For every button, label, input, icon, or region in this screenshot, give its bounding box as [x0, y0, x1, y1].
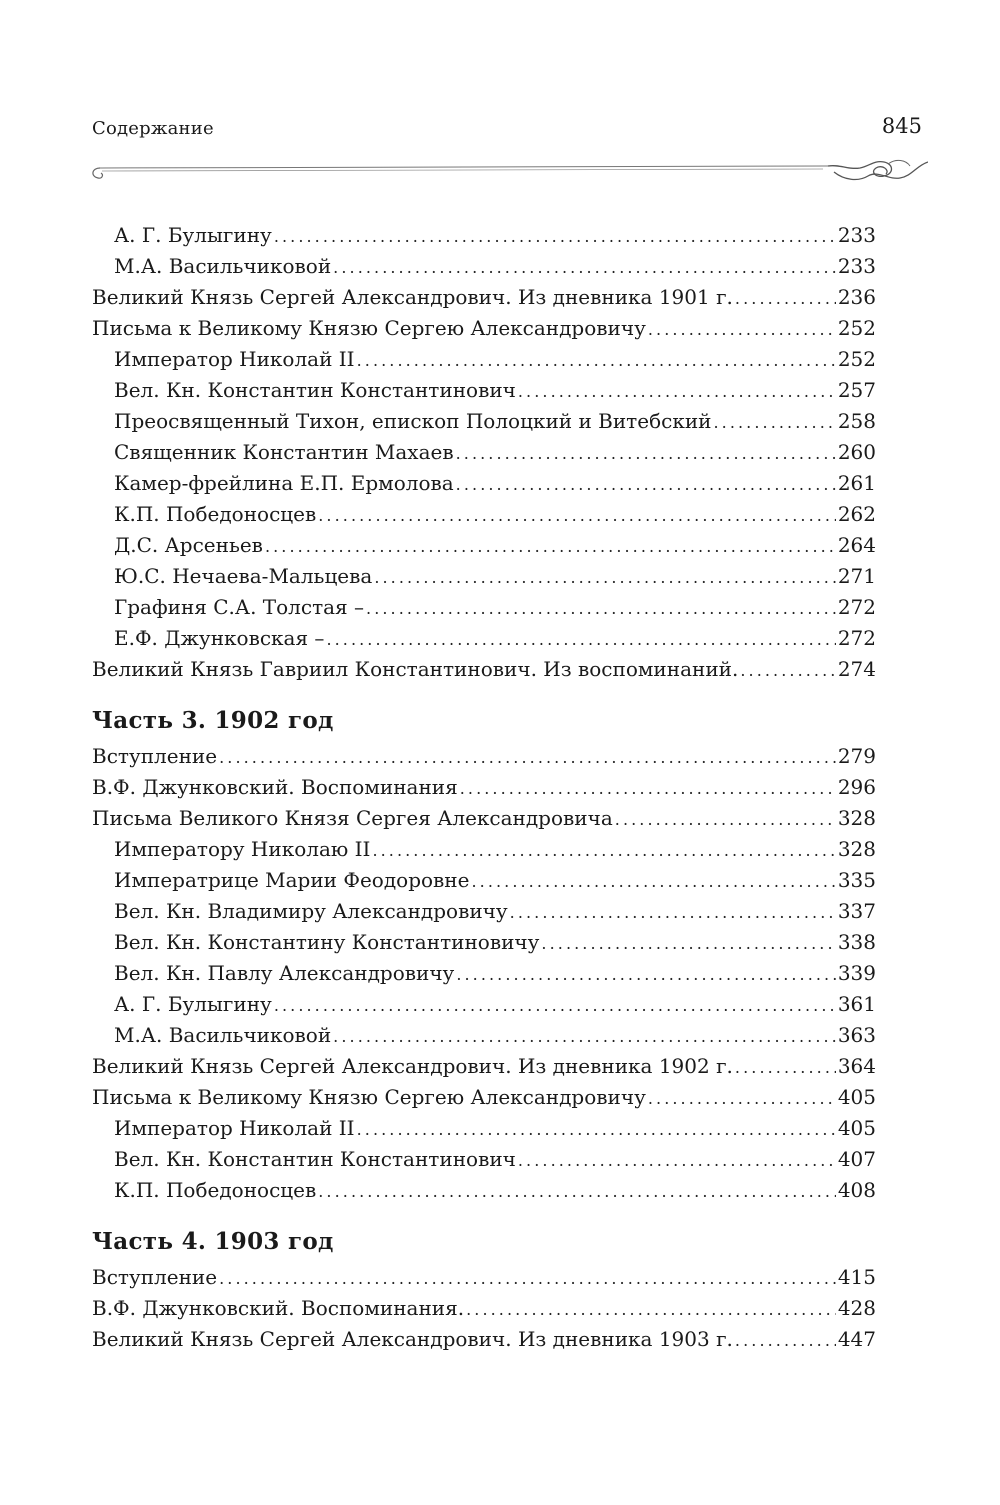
toc-entry-page: 408 — [837, 1178, 876, 1202]
toc-entry-title: Е.Ф. Джунковская – — [114, 626, 325, 650]
toc-entry-title: Письма Великого Князя Сергея Александровича — [92, 806, 613, 830]
page-number: 845 — [881, 114, 922, 138]
dot-leader — [333, 252, 836, 283]
toc-subentry — [92, 344, 876, 375]
toc-entry-page: 337 — [837, 899, 876, 923]
toc-entry-title: Вел. Кн. Павлу Александровичу — [114, 961, 455, 985]
toc-entry-page: 252 — [837, 316, 876, 340]
toc-subentry — [92, 561, 876, 592]
toc-entry-title: Камер-фрейлина Е.П. Ермолова — [114, 471, 454, 495]
toc-subentry — [92, 927, 876, 958]
toc-entry-page: 262 — [837, 502, 876, 526]
part-heading: Часть 3. 1902 год — [92, 707, 334, 734]
toc-subentry — [92, 1020, 876, 1051]
toc-entry-page: 407 — [837, 1147, 876, 1171]
toc-entry-page: 272 — [837, 626, 876, 650]
dot-leader — [735, 283, 836, 314]
toc-entry-page: 339 — [837, 961, 876, 985]
dot-leader — [318, 1176, 836, 1207]
toc-entry-title: К.П. Победоносцев — [114, 1178, 317, 1202]
toc-entry-title: Вел. Кн. Константин Константинович — [114, 1147, 516, 1171]
toc-subentry — [92, 437, 876, 468]
dot-leader — [456, 959, 836, 990]
toc-subentry — [92, 592, 876, 623]
toc-subentry — [92, 530, 876, 561]
toc-entry-title: Д.С. Арсеньев — [114, 533, 263, 557]
toc-entry-title: К.П. Победоносцев — [114, 502, 317, 526]
toc-entry-title: М.А. Васильчиковой — [114, 254, 332, 278]
toc-entry — [92, 1262, 876, 1293]
toc-entry-title: Великий Князь Сергей Александрович. Из дневника 1902 г. — [92, 1054, 733, 1078]
toc-entry-page: 271 — [837, 564, 876, 588]
part-heading: Часть 4. 1903 год — [92, 1228, 334, 1255]
toc-entry — [92, 313, 876, 344]
toc-subentry — [92, 865, 876, 896]
toc-entry-title: М.А. Васильчиковой — [114, 1023, 332, 1047]
dot-leader — [541, 928, 835, 959]
toc-subentry — [92, 499, 876, 530]
toc-entry-page: 335 — [837, 868, 876, 892]
dot-leader — [372, 835, 835, 866]
toc-subentry — [92, 989, 876, 1020]
dot-leader — [357, 1114, 836, 1145]
toc-entry-title: Императрице Марии Феодоровне — [114, 868, 470, 892]
toc-entry — [92, 1293, 876, 1324]
dot-leader — [326, 624, 835, 655]
toc-subentry — [92, 251, 876, 282]
toc-entry-title: Великий Князь Гавриил Константинович. Из воспоминаний. — [92, 657, 739, 681]
toc-entry-title: Священник Константин Махаев — [114, 440, 454, 464]
toc-entry-page: 261 — [837, 471, 876, 495]
toc-subentry — [92, 834, 876, 865]
toc-entry — [92, 741, 876, 772]
running-title: Содержание — [92, 118, 214, 139]
toc-entry — [92, 803, 876, 834]
dot-leader — [735, 1325, 836, 1356]
toc-subentry — [92, 375, 876, 406]
toc-entry-title: Преосвященный Тихон, епископ Полоцкий и Витебский — [114, 409, 712, 433]
toc-entry-title: Императору Николаю II — [114, 837, 371, 861]
toc-entry-title: Письма к Великому Князю Сергею Александровичу — [92, 316, 646, 340]
toc-entry-page: 364 — [837, 1054, 876, 1078]
toc-entry-title: Великий Князь Сергей Александрович. Из дневника 1903 г. — [92, 1327, 733, 1351]
toc-subentry — [92, 896, 876, 927]
dot-leader — [219, 742, 836, 773]
toc-entry-page: 338 — [837, 930, 876, 954]
running-head — [92, 114, 922, 148]
toc-entry-page: 233 — [837, 223, 876, 247]
toc-entry-title: Вел. Кн. Владимиру Александровичу — [114, 899, 508, 923]
dot-leader — [471, 866, 835, 897]
toc-entry-page: 233 — [837, 254, 876, 278]
dot-leader — [518, 376, 836, 407]
dot-leader — [274, 990, 836, 1021]
dot-leader — [318, 500, 836, 531]
toc-entry-title: А. Г. Булыгину — [114, 223, 272, 247]
toc-entry-title: Вступление — [92, 744, 218, 768]
toc-subentry — [92, 220, 876, 251]
toc-subentry — [92, 1175, 876, 1206]
dot-leader — [460, 773, 836, 804]
dot-leader — [510, 897, 836, 928]
toc-entry-page: 428 — [837, 1296, 876, 1320]
toc-entry-title: В.Ф. Джунковский. Воспоминания — [92, 775, 458, 799]
toc-entry-page: 272 — [837, 595, 876, 619]
toc-entry-page: 296 — [837, 775, 876, 799]
toc-entry-page: 328 — [837, 837, 876, 861]
toc-subentry — [92, 406, 876, 437]
dot-leader — [456, 438, 836, 469]
toc-entry-title: В.Ф. Джунковский. Воспоминания. — [92, 1296, 465, 1320]
toc-entry-title: Письма к Великому Князю Сергею Александровичу — [92, 1085, 646, 1109]
toc-entry-page: 264 — [837, 533, 876, 557]
toc-entry-title: Графиня С.А. Толстая – — [114, 595, 365, 619]
toc-entry — [92, 1051, 876, 1082]
header-ornament-rule — [88, 150, 928, 194]
toc-entry — [92, 654, 876, 685]
toc-entry-page: 252 — [837, 347, 876, 371]
toc-entry-page: 328 — [837, 806, 876, 830]
toc-entry-page: 405 — [837, 1085, 876, 1109]
toc-entry-title: Великий Князь Сергей Александрович. Из дневника 1901 г. — [92, 285, 733, 309]
toc-entry — [92, 282, 876, 313]
toc-subentry — [92, 623, 876, 654]
toc-entry-page: 279 — [837, 744, 876, 768]
dot-leader — [740, 655, 835, 686]
dot-leader — [333, 1021, 836, 1052]
dot-leader — [357, 345, 836, 376]
dot-leader — [713, 407, 835, 438]
table-of-contents — [92, 220, 876, 1355]
toc-entry-page: 361 — [837, 992, 876, 1016]
toc-entry-title: Вступление — [92, 1265, 218, 1289]
toc-entry-title: Вел. Кн. Константину Константиновичу — [114, 930, 540, 954]
toc-entry-page: 274 — [837, 657, 876, 681]
toc-entry-title: А. Г. Булыгину — [114, 992, 272, 1016]
toc-entry-title: Император Николай II — [114, 347, 355, 371]
toc-entry-page: 363 — [837, 1023, 876, 1047]
dot-leader — [219, 1263, 836, 1294]
toc-entry-page: 405 — [837, 1116, 876, 1140]
toc-entry-page: 260 — [837, 440, 876, 464]
toc-entry — [92, 1324, 876, 1355]
toc-entry-page: 236 — [837, 285, 876, 309]
dot-leader — [648, 1083, 836, 1114]
toc-subentry — [92, 468, 876, 499]
toc-entry-page: 447 — [837, 1327, 876, 1351]
toc-entry-page: 258 — [837, 409, 876, 433]
toc-entry-page: 257 — [837, 378, 876, 402]
toc-subentry — [92, 1113, 876, 1144]
toc-entry-title: Император Николай II — [114, 1116, 355, 1140]
toc-subentry — [92, 1144, 876, 1175]
dot-leader — [615, 804, 836, 835]
dot-leader — [648, 314, 836, 345]
dot-leader — [456, 469, 836, 500]
toc-entry — [92, 1082, 876, 1113]
toc-entry — [92, 772, 876, 803]
dot-leader — [274, 221, 836, 252]
dot-leader — [366, 593, 836, 624]
dot-leader — [265, 531, 836, 562]
toc-entry-title: Вел. Кн. Константин Константинович — [114, 378, 516, 402]
dot-leader — [735, 1052, 836, 1083]
dot-leader — [374, 562, 835, 593]
toc-entry-title: Ю.С. Нечаева-Мальцева — [114, 564, 373, 588]
dot-leader — [518, 1145, 836, 1176]
toc-entry-page: 415 — [837, 1265, 876, 1289]
dot-leader — [466, 1294, 836, 1325]
toc-subentry — [92, 958, 876, 989]
